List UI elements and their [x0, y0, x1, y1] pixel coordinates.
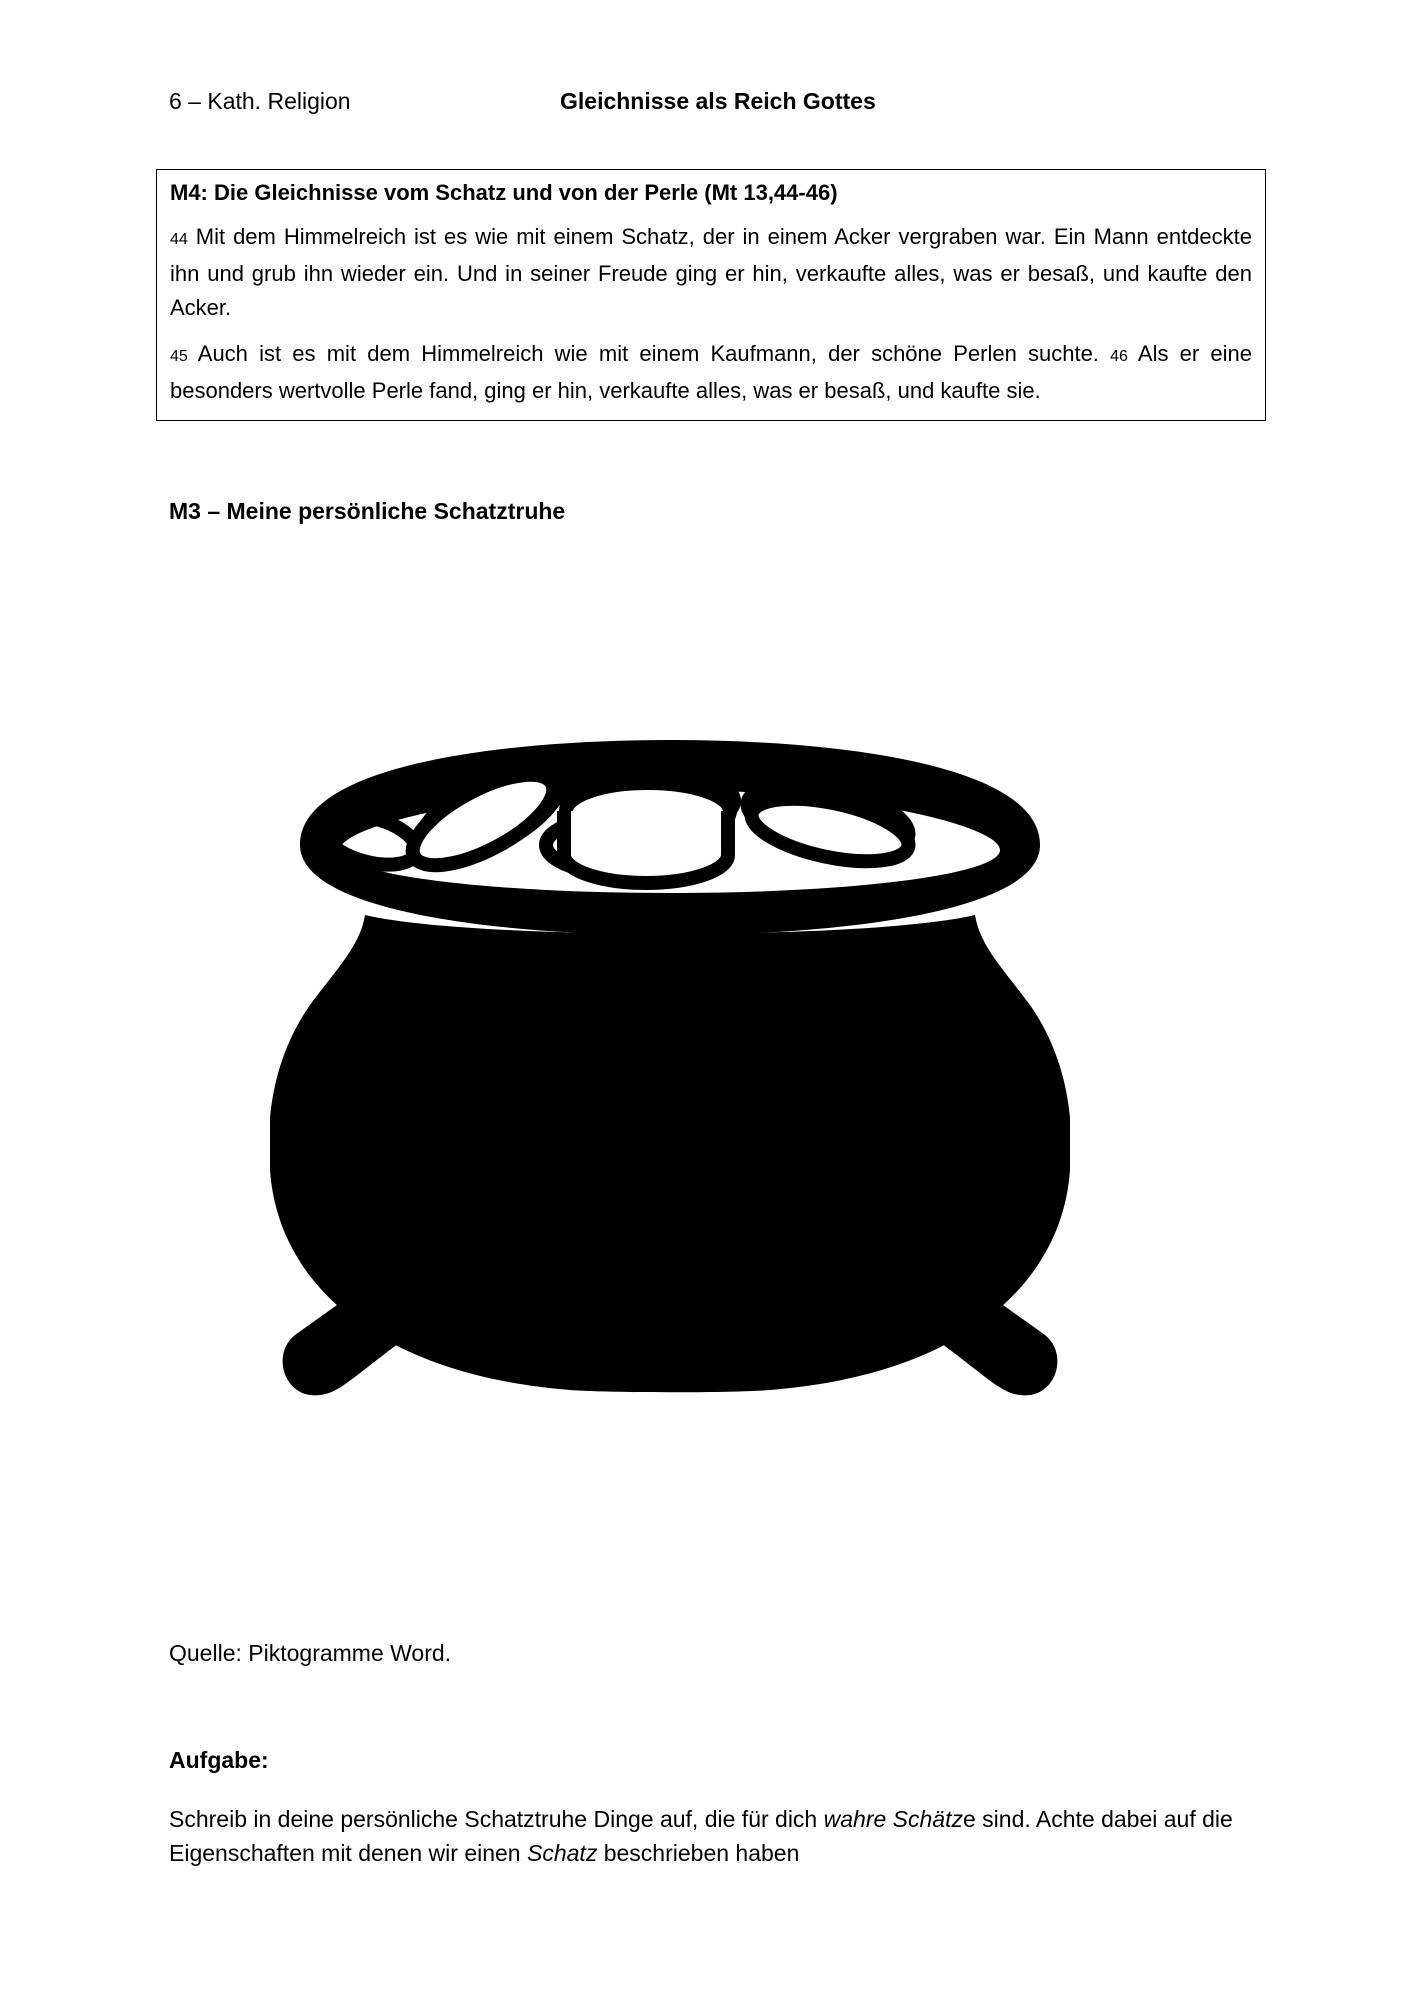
header-title: Gleichnisse als Reich Gottes: [560, 88, 876, 114]
image-source: Quelle: Piktogramme Word.: [169, 1640, 452, 1666]
m3-heading: M3 – Meine persönliche Schatztruhe: [169, 498, 566, 524]
verse-46-text: Als er eine besonders wertvolle Perle fand, ging er hin, verkaufte alles, was er besaß, und kaufte sie.: [170, 341, 1252, 403]
verse-number-44: 44: [170, 231, 188, 248]
task-text-part2: e sind. Achte dabei auf die Eigenschaften mit denen wir einen: [169, 1806, 1233, 1866]
task-text: [169, 1802, 1264, 1870]
task-text-part1: Schreib in deine persönliche Schatztruhe Dinge auf, die für dich: [169, 1806, 824, 1832]
header-course: 6 – Kath. Religion: [169, 88, 351, 114]
task-text-part3: beschrieben haben: [597, 1840, 800, 1866]
task-text-emphasis-1: wahre Schätz: [823, 1806, 963, 1832]
verse-45-46-paragraph: [170, 337, 1252, 408]
task-label: Aufgabe:: [169, 1747, 269, 1773]
verse-number-45: 45: [170, 348, 188, 365]
task-text-emphasis-2: Schatz: [527, 1840, 598, 1866]
bible-text-box: [156, 169, 1266, 421]
verse-number-46: 46: [1110, 348, 1128, 365]
verse-44-text: Mit dem Himmelreich ist es wie mit einem Schatz, der in einem Acker vergraben war. Ein Mann entdeckte ihn und grub ihn wieder ein. Und in seiner Freude ging er hin, verkaufte alles, was er besaß, und kaufte den Acker.: [170, 224, 1252, 320]
textbox-heading: M4: Die Gleichnisse vom Schatz und von der Perle (Mt 13,44-46): [170, 180, 838, 205]
verse-44-paragraph: [170, 220, 1252, 325]
pot-of-gold-icon: [270, 725, 1070, 1485]
verse-45-text: Auch ist es mit dem Himmelreich wie mit einem Kaufmann, der schöne Perlen suchte.: [187, 341, 1111, 366]
